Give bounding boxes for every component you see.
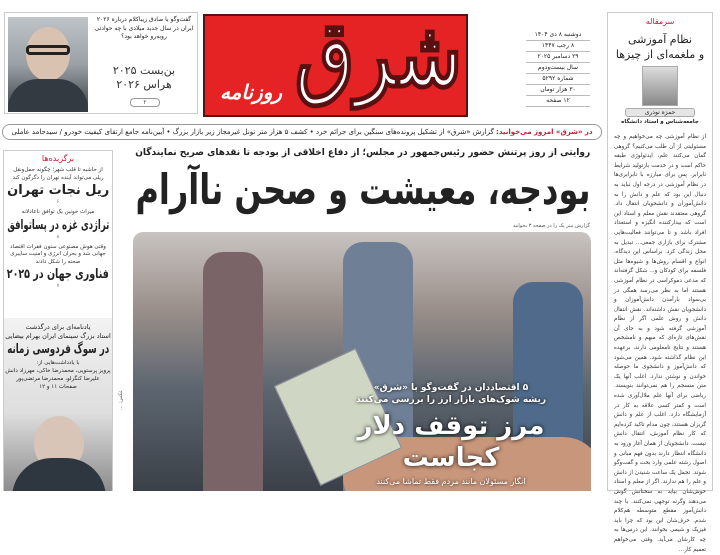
kicker-line: ۵ اقتصاددان در گفت‌وگو با «شرق»	[373, 383, 529, 393]
photo-figure	[203, 252, 263, 491]
author-name: حمزه نوذری	[625, 108, 695, 117]
pick-page: ۷	[56, 283, 60, 289]
in-this-issue-ticker[interactable]	[2, 124, 602, 140]
pick-page: ۶	[56, 199, 60, 205]
volume: سال بیست‌ودوم	[526, 63, 590, 74]
pick-headline: ریل نجات تهران	[6, 183, 110, 198]
contributors: پرویز پرستویی، محمدرضا خاکی، مهرزاد دانش علیرضا کنگرلو، محمدرضا مرتضی‌پور	[5, 368, 111, 382]
logo-text: شرق	[295, 0, 463, 108]
contributors-label: با یادداشت‌هایی از:	[36, 360, 80, 366]
main-subhead: روایتی از روز پرتنش حضور رئیس‌جمهور در مجلس؛ از دفاع اخلاقی از بودجه تا نقدهای صریح نمایندگان	[135, 147, 590, 158]
pick-headline: فناوری جهان در ۲۰۲۵	[6, 267, 110, 282]
title-line: و ملغمه‌ای از چیزها	[615, 48, 705, 61]
page-count: ۱۲ صفحه	[526, 96, 590, 107]
price: ۳۰ هزار تومان	[526, 85, 590, 96]
editorial-body: از نظام آموزشی چه می‌خواهیم و چه مسئولیتی از آن طلب می‌کنیم؟ گروهی گمان می‌کنند علم، ایدئولوژی طبقه حاکم است و در خدمت بازتولید شرایط نابرابر. پس برای مبارزه با نابرابری‌ها در نظام آموزشی در درجه اول نباید به دنبال این بود که علم و دانش را به دانش‌آموزان و دانشجویان انتقال داد. گروهی معتقدند نقش معلم و استاد این است که بیدارکننده انگیزه و استعداد افراد باشد و تا می‌توانند فعالیت‌هایی مشترک برای بازاری جمعی... تبدیل به محل زندگی کرد. براساس این دیدگاه، انواع و اقسام روش‌ها و شیوه‌ها مثل فلسفه برای کودکان و... شکل گرفته‌اند که مدعی دموکراسی در نظام آموزشی هستند اما به نظر می‌رسد همگی در بی‌سواد بارآمدن دانش‌آموزان و دانشجویان نقش داشته‌اند. نقش انتقال دانش و روش علمی اگر از نظام آموزشی گرفته شود و به جای آن نقش‌های تازه‌ای که مبهم و نامشخص هستند و نتایج نامعلومی دارند، برعهده این نظام گذاشته شود، همین می‌شود که دانش‌آموز و دانشجوی ما حوصله خواندن و نوشتن ندارد. اغلب آنها یک متن منسجم را هم نمی‌توانند بنویسند. ریاضی برای آنها علم ملال‌آوری شده است و کمتر کسی علاقه به کار در آزمایشگاه دارد. اغلب از علم و دانش گریزان هستند، چون مدام تاکید کرده‌ایم که کار نظام آموزش، انتقال دانش نیست. دانشجویان از همان آغاز ورود به دانشگاه انتظار دارند بدون فهم مبانی و اصول رشته علمی وارد بحث و گفت‌وگو شوند. تحمل یک ساعت شنیدن از دانش و علم را هم ندارند. اگر از معلم و استاد خوش‌شان بیاید به سخنانش گوش می‌دهند وگرنه توجهی نمی‌کنند. با چند دانش‌آموز مقطع متوسطه هم‌کلام شدم. حرف‌شان این بود که چرا باید فیزیک و شیمی بخوانند. این درس‌ها به چه کارشان می‌آید. وقتی می‌خواهم تعمیم کار...	[614, 134, 706, 553]
issue-number: شماره ۵۲۹۲	[526, 74, 590, 85]
memorial-feature[interactable]	[4, 318, 112, 491]
headline-line: کجاست	[402, 443, 500, 473]
title-line: بن‌بست ۲۰۲۵	[112, 64, 176, 77]
overlay-kicker	[321, 382, 581, 406]
date-persian: دوشنبه ۸ دی ۱۴۰۴	[526, 30, 590, 41]
logo-prefix: روزنامه	[219, 80, 283, 104]
pick-headline: تراژدی غزه در پساتوافق	[7, 217, 109, 233]
ticker-text: گزارش «شرق» از تشکیل پرونده‌های سنگین برای جرائم خرد • کشف ۵ هزار متر تونل غیرمجاز زیر بازار بزرگ • آیین‌نامه جامع ارتقای کیفیت خودرو / سیدحامد عاملی	[11, 128, 494, 136]
title-line: هراس ۲۰۲۶	[116, 78, 172, 91]
masthead-logo	[203, 0, 468, 117]
top-teaser-title[interactable]	[92, 64, 196, 92]
ticker-content	[11, 125, 592, 139]
date-gregorian: ۲۹ دسامبر ۲۰۲۵	[526, 52, 590, 63]
page-number: ۲	[130, 98, 160, 107]
headline-line: مرز توقف دلار	[357, 411, 545, 441]
memorial-intro: یادنامه‌ای برای درگذشت	[25, 323, 91, 331]
overlay-dek: انگار مسئولان مانند مردم فقط تماشا می‌کنند	[376, 477, 526, 486]
photo-credit: عکس: ...	[118, 390, 124, 411]
pick-teaser: وقتی هوش مصنوعی ستون فقرات اقتصاد جهانی شد و بحران انرژی و امنیت سایبری صحنه را شکل دادند	[10, 243, 106, 265]
teaser-portrait-photo	[8, 17, 88, 112]
main-headline[interactable]: بودجه، معیشت و صحن ناآرام	[134, 165, 591, 214]
memorial-headline: در سوگ فردوسی زمانه	[6, 342, 109, 357]
top-teaser-intro: گفت‌وگو با صادق زیباکلام درباره ۲۰۲۶ ایران در سال جدید میلادی با چه حوادثی روبه‌رو خواهد بود؟	[94, 16, 194, 40]
memorial-photo-body	[12, 458, 106, 491]
author-role: جامعه‌شناس و استاد دانشگاه	[621, 119, 699, 125]
overlay-headline[interactable]	[321, 410, 581, 474]
issue-info	[526, 30, 590, 107]
pick-teaser: از حاشیه تا قلب شهر؛ چگونه حمل‌ونقل ریلی می‌تواند آینده تهران را دگرگون کند	[12, 167, 104, 181]
pick-teaser: میراث خونین یک توافق ناعادلانه	[21, 209, 95, 215]
picks-section-title: برگزیده‌ها	[41, 154, 75, 163]
editorial-column[interactable]	[607, 12, 713, 553]
pick-item[interactable]	[4, 209, 112, 241]
author-photo	[642, 66, 678, 106]
editorial-section-title: سرمقاله	[645, 17, 675, 26]
pick-item[interactable]	[4, 244, 112, 291]
kicker-line: ریشه شوک‌های بازار ارز را بررسی می‌کنند	[355, 395, 547, 405]
editorial-title	[608, 32, 712, 62]
memorial-pages: صفحات ۱۱ و ۱۲	[39, 384, 77, 390]
main-photo[interactable]	[133, 232, 591, 491]
date-hijri: ۸ رجب ۱۴۴۷	[526, 41, 590, 52]
memorial-intro: استاد بزرگ سینمای ایران بهرام بیضایی	[5, 332, 111, 340]
ticker-label: در «شرق» امروز می‌خوانید:	[496, 128, 593, 136]
pick-page: ۸	[56, 233, 60, 240]
main-caption: گزارش تیتر یک را در صفحه ۳ بخوانید	[512, 223, 590, 229]
pick-item[interactable]	[4, 167, 112, 206]
title-line: نظام آموزشی	[627, 33, 693, 46]
